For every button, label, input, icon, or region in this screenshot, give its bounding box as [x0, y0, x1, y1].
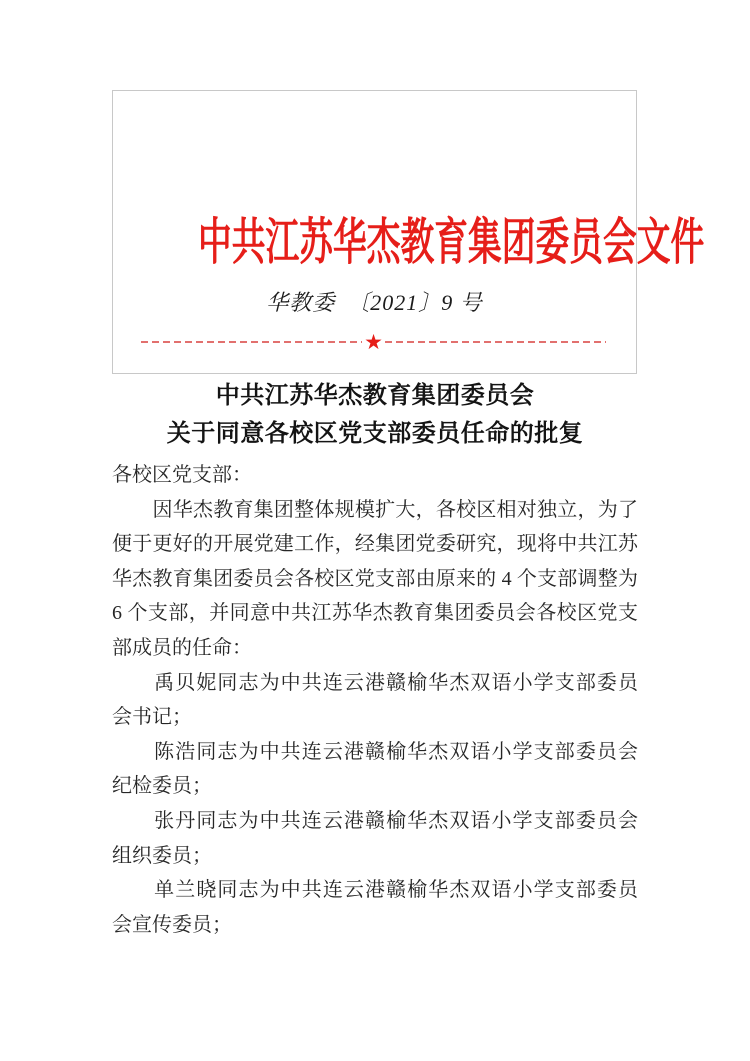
document-body — [112, 458, 638, 942]
body-line: 6 个支部，并同意中共江苏华杰教育集团委员会各校区党支 — [112, 602, 638, 625]
body-line: 会书记； — [112, 706, 192, 729]
body-line: 张丹同志为中共连云港赣榆华杰双语小学支部委员会 — [112, 809, 638, 832]
body-line: 陈浩同志为中共连云港赣榆华杰双语小学支部委员会 — [112, 740, 638, 763]
body-line: 便于更好的开展党建工作，经集团党委研究，现将中共江苏 — [112, 533, 638, 556]
document-title-line2: 关于同意各校区党支部委员任命的批复 — [166, 421, 584, 447]
dash-line-right — [385, 341, 606, 343]
body-line: 单兰晓同志为中共连云港赣榆华杰双语小学支部委员 — [112, 879, 638, 902]
body-line: 因华杰教育集团整体规模扩大，各校区相对独立，为了 — [112, 498, 638, 521]
body-line: 各校区党支部： — [112, 464, 252, 486]
dash-line-left — [141, 341, 362, 343]
star-icon: ★ — [364, 330, 383, 354]
red-header-box — [112, 90, 705, 374]
org-title: 中共江苏华杰教育集团委员会文件 — [197, 214, 705, 270]
body-line: 组织委员； — [112, 844, 212, 867]
doc-number: 华教委 〔2021〕9 号 — [266, 290, 483, 315]
star-separator — [141, 330, 606, 354]
body-line: 部成员的任命： — [112, 636, 252, 659]
body-line: 纪检委员； — [112, 775, 212, 798]
body-line: 华杰教育集团委员会各校区党支部由原来的 4 个支部调整为 — [112, 567, 638, 590]
body-line: 禹贝妮同志为中共连云港赣榆华杰双语小学支部委员 — [112, 671, 638, 694]
body-line: 会宣传委员； — [112, 913, 232, 936]
document-title-line1: 中共江苏华杰教育集团委员会 — [215, 383, 535, 409]
